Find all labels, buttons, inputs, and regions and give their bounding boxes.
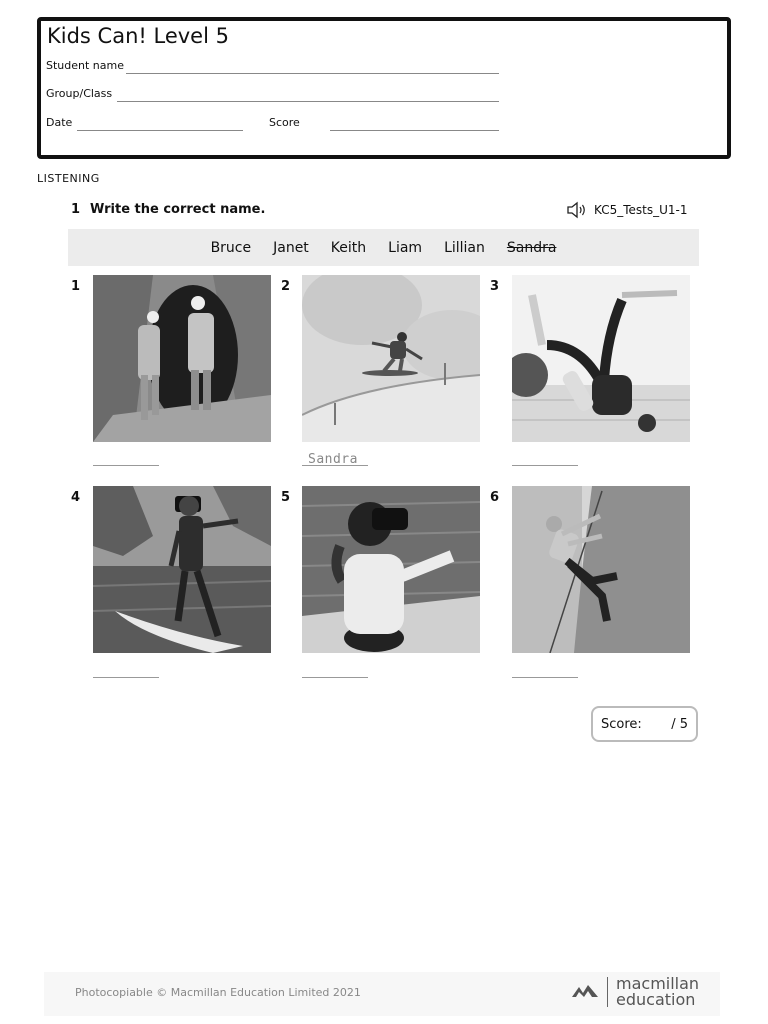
- macmillan-logo-icon: [571, 979, 599, 1005]
- date-line[interactable]: [77, 130, 243, 131]
- picture-cave-explorers: [93, 275, 271, 442]
- section-label: LISTENING: [37, 172, 100, 185]
- speaker-icon[interactable]: [566, 201, 588, 219]
- score-box: [591, 706, 698, 742]
- answer-line[interactable]: [93, 677, 159, 678]
- answer-line[interactable]: [512, 465, 578, 466]
- picture-number: 3: [490, 279, 500, 294]
- copyright-text: Photocopiable © Macmillan Education Limited 2021: [75, 986, 361, 999]
- picture-number: 2: [281, 279, 291, 294]
- picture-climber: [512, 486, 690, 653]
- picture-snowboarder: [302, 275, 480, 442]
- word-bank-item: Keith: [330, 239, 367, 256]
- word-bank-item: Janet: [273, 239, 309, 256]
- score-line[interactable]: [330, 130, 499, 131]
- score-box-label: Score:: [601, 716, 642, 732]
- macmillan-logo: [571, 976, 699, 1008]
- picture-number: 6: [490, 490, 500, 505]
- audio-track-label: KC5_Tests_U1-1: [594, 203, 688, 217]
- question-text: Write the correct name.: [90, 202, 266, 217]
- group-class-label: Group/Class: [46, 87, 113, 100]
- score-label: Score: [269, 116, 300, 129]
- student-name-line[interactable]: [126, 73, 499, 74]
- word-bank: [68, 229, 699, 266]
- answer-line[interactable]: [93, 465, 159, 466]
- answer-line[interactable]: [302, 677, 368, 678]
- header-box: [37, 17, 731, 159]
- student-name-label: Student name: [46, 59, 124, 72]
- logo-line-2: education: [616, 990, 696, 1009]
- word-bank-item: Bruce: [210, 239, 252, 256]
- logo-line-1: macmillan: [616, 974, 700, 993]
- picture-number: 4: [71, 490, 81, 505]
- word-bank-item: Lillian: [444, 239, 485, 256]
- score-box-total: / 5: [671, 716, 688, 732]
- worksheet-title: Kids Can! Level 5: [47, 24, 229, 48]
- picture-number: 5: [281, 490, 291, 505]
- group-class-line[interactable]: [117, 101, 499, 102]
- picture-vr-surfer: [93, 486, 271, 653]
- picture-vr-kayaker: [302, 486, 480, 653]
- footer: [44, 972, 720, 1016]
- picture-scuba-diver: [512, 275, 690, 442]
- question-number: 1: [71, 202, 81, 217]
- logo-divider: [607, 977, 608, 1007]
- date-label: Date: [46, 116, 73, 129]
- audio-track[interactable]: [566, 201, 688, 219]
- answer-line[interactable]: [512, 677, 578, 678]
- word-bank-item-struck: Sandra: [506, 239, 557, 256]
- picture-number: 1: [71, 279, 81, 294]
- word-bank-item: Liam: [388, 239, 423, 256]
- example-answer: Sandra: [308, 452, 358, 467]
